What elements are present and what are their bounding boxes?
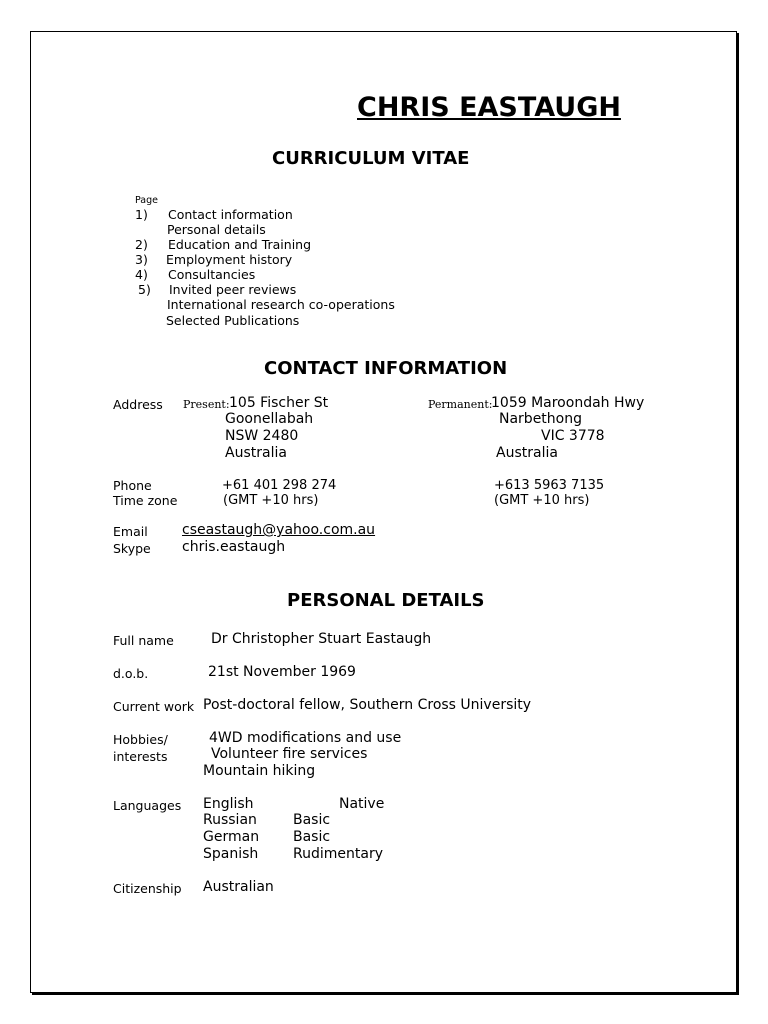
personal-heading: PERSONAL DETAILS — [287, 590, 485, 611]
language-level: Native — [339, 796, 385, 812]
hobby-item: Mountain hiking — [203, 763, 316, 779]
cv-subtitle: CURRICULUM VITAE — [272, 148, 470, 169]
cv-name: CHRIS EASTAUGH — [357, 92, 621, 123]
toc-page-label: Page — [135, 195, 158, 206]
present-timezone: (GMT +10 hrs) — [223, 493, 319, 508]
current-work-label: Current work — [113, 699, 195, 714]
language-level: Basic — [293, 812, 331, 828]
present-address-line: Goonellabah — [225, 411, 314, 427]
toc-item-publications: Selected Publications — [166, 313, 300, 328]
present-address-line: NSW 2480 — [225, 428, 299, 444]
permanent-phone: +613 5963 7135 — [494, 478, 605, 493]
dob-value: 21st November 1969 — [208, 664, 356, 680]
present-label: Present: — [183, 398, 230, 411]
hobby-item: 4WD modifications and use — [209, 730, 402, 746]
dob-label: d.o.b. — [113, 666, 149, 681]
citizenship-value: Australian — [203, 879, 274, 895]
toc-item-contact: Contact information — [168, 207, 293, 222]
permanent-address-line: Australia — [496, 445, 558, 461]
toc-item-education: Education and Training — [168, 237, 312, 252]
language-name: Russian — [203, 812, 257, 828]
language-name: English — [203, 796, 254, 812]
language-name: Spanish — [203, 846, 259, 862]
language-name: German — [203, 829, 260, 845]
toc-item-employment: Employment history — [166, 252, 293, 267]
email-link[interactable]: cseastaugh@yahoo.com.au — [182, 522, 376, 538]
permanent-label: Permanent: — [428, 398, 493, 411]
fullname-value: Dr Christopher Stuart Eastaugh — [211, 631, 432, 647]
contact-heading: CONTACT INFORMATION — [264, 358, 508, 379]
document-page — [30, 31, 737, 993]
toc-num-4: 4) — [135, 267, 148, 282]
citizenship-label: Citizenship — [113, 881, 182, 896]
toc-num-1: 1) — [135, 207, 148, 222]
hobbies-label: Hobbies/ — [113, 732, 168, 747]
toc-num-3: 3) — [135, 252, 148, 267]
skype-label: Skype — [113, 541, 151, 556]
toc-item-research: International research co-operations — [167, 297, 395, 312]
permanent-address-line: 1059 Maroondah Hwy — [491, 395, 645, 411]
present-address-line: Australia — [225, 445, 287, 461]
present-phone: +61 401 298 274 — [222, 478, 337, 493]
toc-item-consultancies: Consultancies — [168, 267, 256, 282]
present-address-line: 105 Fischer St — [229, 395, 329, 411]
toc-num-2: 2) — [135, 237, 148, 252]
permanent-address-line: VIC 3778 — [541, 428, 605, 444]
interests-label: interests — [113, 749, 168, 764]
hobby-item: Volunteer fire services — [211, 746, 368, 762]
skype-id: chris.eastaugh — [182, 539, 286, 555]
language-level: Rudimentary — [293, 846, 383, 862]
toc-num-5: 5) — [138, 282, 151, 297]
toc-item-personal: Personal details — [167, 222, 266, 237]
fullname-label: Full name — [113, 633, 174, 648]
current-work-value: Post-doctoral fellow, Southern Cross University — [203, 697, 532, 713]
toc-item-peer-reviews: Invited peer reviews — [169, 282, 297, 297]
languages-label: Languages — [113, 798, 182, 813]
permanent-address-line: Narbethong — [499, 411, 582, 427]
phone-label: Phone — [113, 478, 152, 493]
email-label: Email — [113, 524, 148, 539]
language-level: Basic — [293, 829, 331, 845]
address-label: Address — [113, 397, 163, 412]
permanent-timezone: (GMT +10 hrs) — [494, 493, 590, 508]
timezone-label: Time zone — [113, 493, 178, 508]
